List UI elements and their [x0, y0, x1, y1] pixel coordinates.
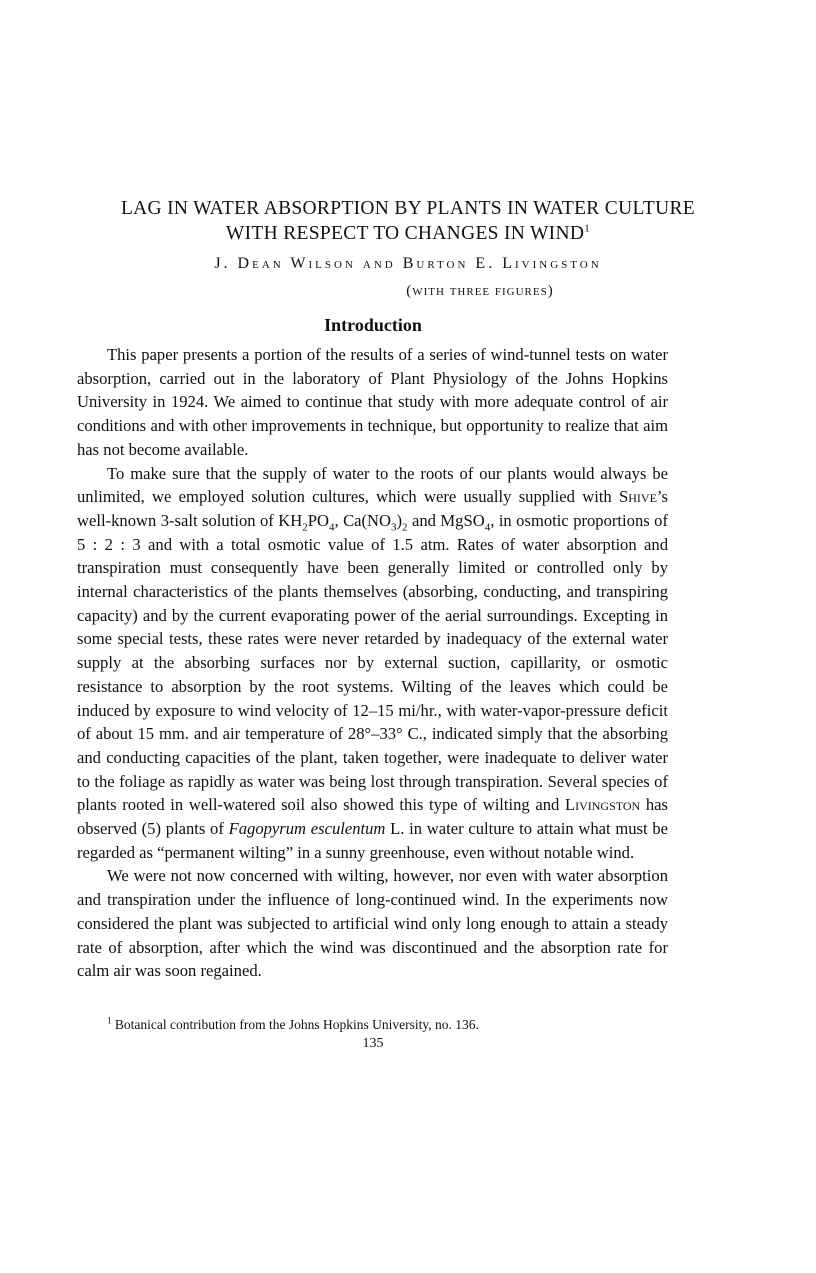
- paragraph-2-formula: ): [396, 510, 403, 530]
- figures-note: (with three figures): [406, 283, 554, 299]
- author-name-livingston: Livingston: [564, 795, 641, 815]
- paragraph-2-part-b: ’s well-known 3-salt solution of KH: [77, 487, 668, 530]
- article-body: [77, 343, 668, 983]
- footnote-text: Botanical contribution from the Johns Hopkins University, no. 136.: [111, 1017, 479, 1032]
- title-line-1: LAG IN WATER ABSORPTION BY PLANTS IN WATER CULTURE: [120, 198, 696, 219]
- paragraph-2: [77, 462, 668, 865]
- paragraph-2-part-c: , in osmotic proportions of 5 : 2 : 3 and with a total osmotic value of 1.5 atm. Rates of water absorption and transpiration must consequently have been generally limited or controlled only by internal characteristics of the plants themselves (absorbing, conducting, and transpiring capacity) and by the current evaporating power of the aerial surroundings. Excepting in some special tests, these rates were never retarded by inadequacy of the external water supply at the absorbing surfaces nor by external suction, capillarity, or osmotic resistance to absorption by the root systems. Wilting of the leaves which could be induced by exposure to wind velocity of 12–15 mi/hr., with water-vapor-pressure deficit of about 15 mm. and air temperature of 28°–33° C., indicated simply that the absorbing and conducting capacities of the plant, taken together, were inadequate to deliver water to the foliage as rapidly as water was being lost through transpiration. Several species of plants rooted in well-watered soil also showed this type of wilting and: [77, 510, 668, 815]
- title-footnote-mark: 1: [584, 222, 591, 235]
- species-name: Fagopyrum esculentum: [228, 819, 386, 839]
- article-title: [60, 196, 756, 246]
- paragraph-2-formula: PO: [307, 510, 329, 530]
- author-name-shive: Shive: [619, 487, 657, 507]
- title-line-2: WITH RESPECT TO CHANGES IN WIND: [225, 223, 585, 244]
- paragraph-3: We were not now concerned with wilting, however, nor even with water absorption and transpiration under the influence of long-continued wind. In the experiments now considered the plant was subjected to artificial wind only long enough to attain a steady rate of absorption, after which the wind was discontinued and the absorption rate for calm air was soon regained.: [77, 866, 668, 981]
- paragraph-2-part-a: To make sure that the supply of water to the roots of our plants would always be unlimited, we employed solution cultures, which were usually supplied with: [77, 463, 668, 507]
- footnote-mark: 1: [107, 1015, 112, 1026]
- paragraph-2-formula: , Ca(NO: [334, 510, 392, 530]
- subscript: 3: [391, 521, 397, 534]
- paragraph-2-part-d: has observed (5) plants of: [77, 795, 668, 839]
- article-authors: J. Dean Wilson and Burton E. Livingston: [214, 255, 602, 272]
- paragraph-1: This paper presents a portion of the results of a series of wind-tunnel tests on water absorption, carried out in the laboratory of Plant Physiology of the Johns Hopkins University in 1924. We aimed to continue that study with more adequate control of air conditions and with other improvements in technique, but opportunity to realize that aim has not become available.: [77, 345, 668, 459]
- subscript: 2: [302, 521, 308, 534]
- paragraph-2-formula: and MgSO: [407, 510, 485, 530]
- page-number: 135: [362, 1036, 384, 1051]
- subscript: 4: [328, 521, 335, 534]
- subscript: 2: [402, 521, 408, 534]
- subscript: 4: [484, 521, 491, 534]
- paragraph-2-part-e: L. in water culture to attain what must be regarded as “permanent wilting” in a sunny greenhouse, even without notable wind.: [77, 819, 668, 862]
- footnote: [107, 1016, 667, 1034]
- section-heading: Introduction: [324, 315, 422, 335]
